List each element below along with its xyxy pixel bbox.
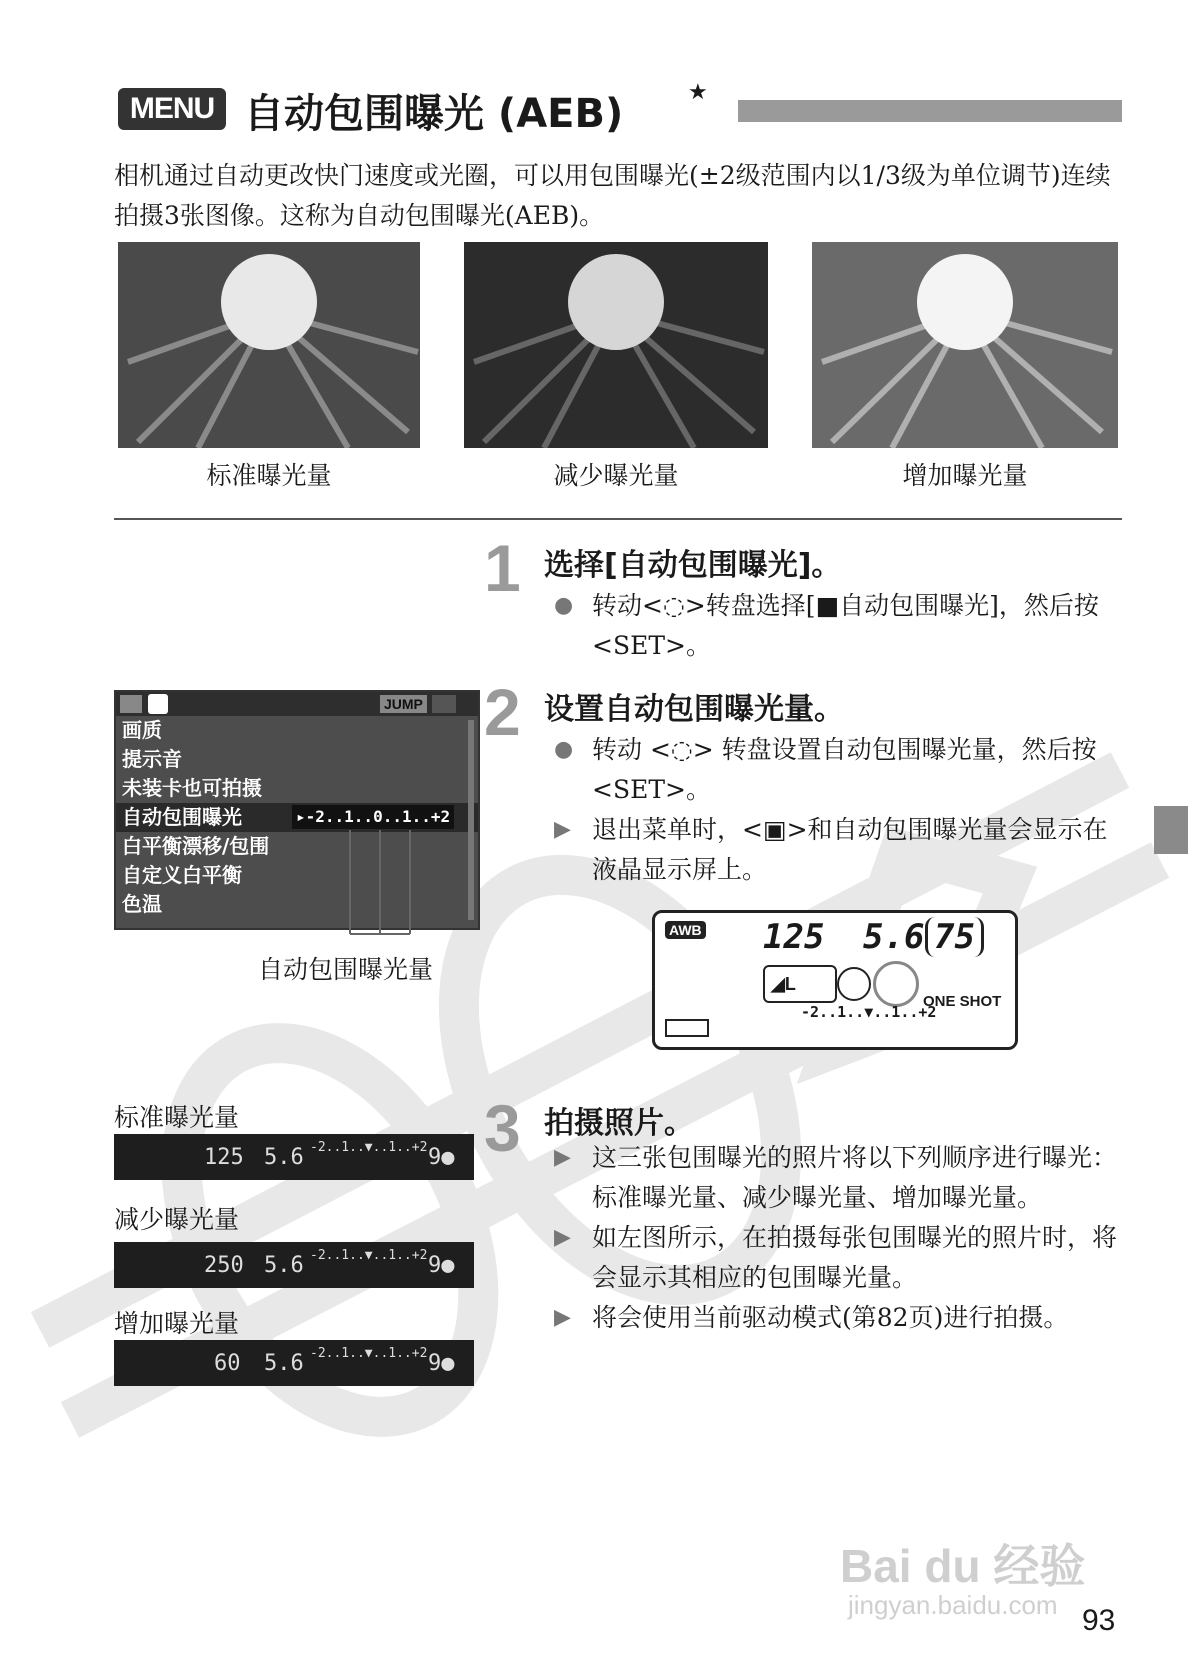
menu-item-quality[interactable]: 画质 xyxy=(122,718,162,742)
menu-item-color-temp[interactable]: 色温 xyxy=(122,892,162,916)
list-item: ▶ 这三张包围曝光的照片将以下列顺序进行曝光：标准曝光量、减少曝光量、增加曝光量。 xyxy=(554,1143,1118,1212)
step-number-3: 3 xyxy=(484,1091,521,1165)
camera-menu-screen xyxy=(114,690,480,930)
baidu-watermark-url: jingyan.baidu.com xyxy=(848,1590,1058,1620)
step-title-1: 选择[自动包围曝光]。 xyxy=(544,548,842,583)
lcd-shutter: 125 xyxy=(763,917,825,957)
lcd-af-mode: ONE SHOT xyxy=(923,993,1002,1010)
list-item: ▶ 退出菜单时，<▣>和自动包围曝光量会显示在液晶显示屏上。 xyxy=(554,815,1108,884)
menu-scrollbar[interactable] xyxy=(468,720,474,920)
photo-caption-decreased: 减少曝光量 xyxy=(553,461,679,490)
photo-normal-exposure xyxy=(118,242,420,448)
list-item: ● 转动 <◌> 转盘设置自动包围曝光量，然后按<SET>。 xyxy=(554,735,1097,804)
photo-caption-normal: 标准曝光量 xyxy=(206,461,332,490)
menu-item-wb-shift[interactable]: 白平衡漂移/包围 xyxy=(122,834,270,858)
strip-label-decreased: 减少曝光量 xyxy=(114,1205,240,1234)
aeb-amount-caption: 自动包围曝光量 xyxy=(258,955,434,984)
page-title: 自动包围曝光 (AEB) xyxy=(244,91,624,137)
menu-item-aeb[interactable]: 自动包围曝光 ▸-2..1..0..1..+2 xyxy=(116,803,478,832)
lcd-quality: ◢L xyxy=(763,965,837,1003)
baidu-watermark: Bai du 经验 xyxy=(840,1540,1086,1592)
meter-strip-increased: 60 5.6 -2..1..▼..1..+2 9● xyxy=(114,1340,474,1386)
jump-button[interactable]: JUMP xyxy=(380,695,427,713)
lcd-exposure-scale: -2..1..▼..1..+2 xyxy=(801,1003,937,1021)
menu-badge: MENU xyxy=(118,88,226,130)
photo-decreased-exposure xyxy=(464,242,768,448)
play-icon xyxy=(432,695,456,713)
page-number: 93 xyxy=(1082,1604,1116,1637)
lcd-aperture: 5.6 xyxy=(863,917,925,957)
strip-label-increased: 增加曝光量 xyxy=(114,1309,240,1338)
lcd-shots-remaining: 75 xyxy=(925,917,984,957)
step-list-1 xyxy=(552,586,1122,666)
step-number-2: 2 xyxy=(484,675,521,749)
step-title-2: 设置自动包围曝光量。 xyxy=(544,692,844,727)
aeb-callout-lines xyxy=(340,830,420,940)
step-list-2 xyxy=(552,730,1122,890)
meter-strip-normal: 125 5.6 -2..1..▼..1..+2 9● xyxy=(114,1134,474,1180)
aeb-scale[interactable]: ▸-2..1..0..1..+2 xyxy=(292,805,454,829)
step-number-1: 1 xyxy=(484,531,521,605)
awb-badge: AWB xyxy=(665,921,706,939)
title-rule xyxy=(738,100,1122,122)
metering-icon xyxy=(837,967,871,1001)
list-item: ▶ 将会使用当前驱动模式(第82页)进行拍摄。 xyxy=(554,1303,1069,1332)
photo-caption-increased: 增加曝光量 xyxy=(902,461,1028,490)
chapter-side-tab xyxy=(1154,806,1188,854)
list-item: ▶ 如左图所示，在拍摄每张包围曝光的照片时，将会显示其相应的包围曝光量。 xyxy=(554,1223,1118,1292)
menu-item-custom-wb[interactable]: 自定义白平衡 xyxy=(122,863,242,887)
battery-icon xyxy=(665,1019,709,1037)
intro-paragraph: 相机通过自动更改快门速度或光圈，可以用包围曝光(±2级范围内以1/3级为单位调节)连续拍摄3张图像。这称为自动包围曝光(AEB)。 xyxy=(114,161,1111,230)
tab-inactive xyxy=(120,695,142,713)
strip-label-normal: 标准曝光量 xyxy=(114,1103,240,1132)
menu-tab-bar xyxy=(116,692,478,716)
photo-increased-exposure xyxy=(812,242,1118,448)
menu-item-shoot-without-card[interactable]: 未装卡也可拍摄 xyxy=(122,776,262,800)
lcd-panel xyxy=(652,910,1018,1050)
aeb-icon xyxy=(873,961,919,1007)
list-item: ● 转动<◌>转盘选择[■自动包围曝光]，然后按<SET>。 xyxy=(554,591,1099,660)
step-title-3: 拍摄照片。 xyxy=(544,1106,694,1141)
meter-strip-decreased: 250 5.6 -2..1..▼..1..+2 9● xyxy=(114,1242,474,1288)
menu-item-beep[interactable]: 提示音 xyxy=(122,747,182,771)
section-divider xyxy=(114,518,1122,520)
camera-icon xyxy=(148,694,168,714)
advanced-star-icon: ★ xyxy=(688,80,708,105)
step-list-3 xyxy=(552,1138,1122,1338)
